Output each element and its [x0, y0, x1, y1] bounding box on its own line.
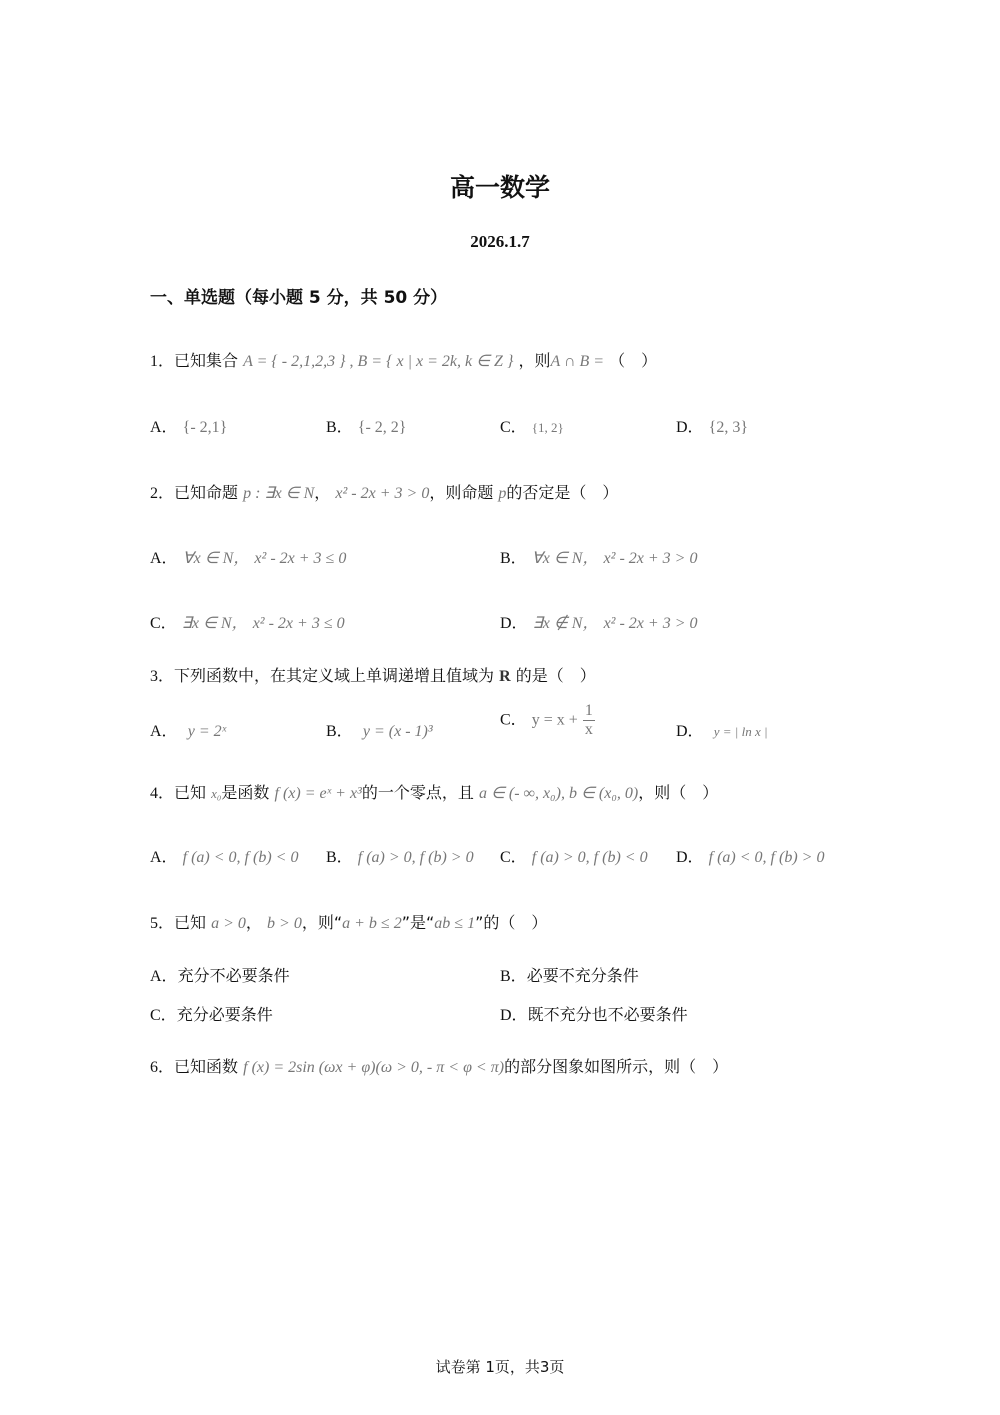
option-a: A． ∀x ∈ N， x² - 2x + 3 ≤ 0 [150, 550, 347, 567]
option-b: B． f (a) > 0, f (b) > 0 [326, 849, 474, 866]
question-number: 6． [150, 1059, 175, 1076]
option-value: {1, 2} [531, 420, 564, 435]
option-d: D．既不充分也不必要条件 [500, 1005, 688, 1024]
x0-symbol: x₀ [211, 786, 222, 801]
page-footer: 试卷第 1页，共3页 [435, 1358, 565, 1376]
option-c: C． ∃x ∈ N， x² - 2x + 3 ≤ 0 [150, 615, 345, 632]
separator: , [345, 353, 358, 370]
question-number: 2． [150, 485, 175, 502]
question-1 [150, 348, 657, 371]
real-set-symbol: R [499, 668, 511, 685]
option-b: B． {- 2, 2} [326, 419, 407, 436]
option-c: C． f (a) > 0, f (b) < 0 [500, 849, 648, 866]
page-title: 高一数学 [449, 173, 550, 202]
option-c: C． {1, 2} [500, 419, 564, 436]
condition-expression: a ∈ (- ∞, x₀), b ∈ (x₀, 0) [478, 785, 639, 802]
question-4: 4．已知 x₀是函数 f (x) = eˣ + x³的一个零点，且 a ∈ (- ∞, x₀), b ∈ (x₀, 0)，则（ ） [150, 783, 719, 802]
set-a-expression: A = { - 2,1,2,3 } [243, 353, 346, 370]
option-a: A． y = 2ˣ [150, 723, 227, 740]
inequality-expression: x² - 2x + 3 > 0 [335, 485, 430, 502]
function-expression: f (x) = 2sin (ωx + φ)(ω > 0, - π < φ < π) [243, 1059, 505, 1076]
option-value: {- 2,1} [182, 419, 228, 436]
proposition-expression: p : ∃x ∈ N [243, 485, 315, 502]
question-6: 6．已知函数 f (x) = 2sin (ωx + φ)(ω > 0, - π < φ < π)的部分图象如图所示，则（ ） [150, 1057, 729, 1076]
fraction: $\frac{1}{x}$ [584, 702, 593, 738]
intersection-expression: A ∩ B = [550, 353, 605, 370]
question-text: ，则 [518, 351, 551, 370]
question-2: 2．已知命题 p : ∃x ∈ N， x² - 2x + 3 > 0，则命题 p的否定是（ ） [150, 483, 619, 502]
option-a: A．充分不必要条件 [150, 966, 290, 985]
option-d: D． ∃x ∉ N， x² - 2x + 3 > 0 [500, 615, 698, 632]
option-value: {2, 3} [708, 419, 749, 436]
option-d: D． y = | ln x | [676, 723, 768, 740]
option-value: {- 2, 2} [357, 419, 407, 436]
question-number: 4． [150, 785, 175, 802]
function-expression: f (x) = eˣ + x³ [274, 785, 362, 802]
answer-paren: （ ） [609, 351, 658, 370]
question-5: 5．已知 a > 0， b > 0，则“a + b ≤ 2”是“ab ≤ 1”的（ ） [150, 913, 548, 932]
section-heading: 一、单选题（每小题 5 分，共 50 分） [150, 288, 448, 308]
option-b: B．必要不充分条件 [500, 966, 639, 985]
question-number: 3． [150, 668, 175, 685]
p-symbol: p [498, 485, 507, 502]
option-d: D． f (a) < 0, f (b) > 0 [676, 849, 825, 866]
option-c: C．充分必要条件 [150, 1005, 273, 1024]
question-number: 5． [150, 915, 175, 932]
exam-date: 2026.1.7 [470, 232, 530, 251]
option-a: A． {- 2,1} [150, 419, 228, 436]
option-d: D． {2, 3} [676, 419, 749, 436]
option-a: A． f (a) < 0, f (b) < 0 [150, 849, 299, 866]
option-b: B． ∀x ∈ N， x² - 2x + 3 > 0 [500, 550, 698, 567]
set-b-expression: B = { x | x = 2k, k ∈ Z } [357, 353, 514, 370]
option-b: B． y = (x - 1)³ [326, 723, 433, 740]
question-3: 3．下列函数中，在其定义域上单调递增且值域为 R 的是（ ） [150, 666, 596, 685]
option-c: C． y = x + $\frac{1}{x}$ [500, 702, 593, 738]
question-number: 1． [150, 353, 175, 370]
question-text: 已知集合 [174, 351, 239, 370]
